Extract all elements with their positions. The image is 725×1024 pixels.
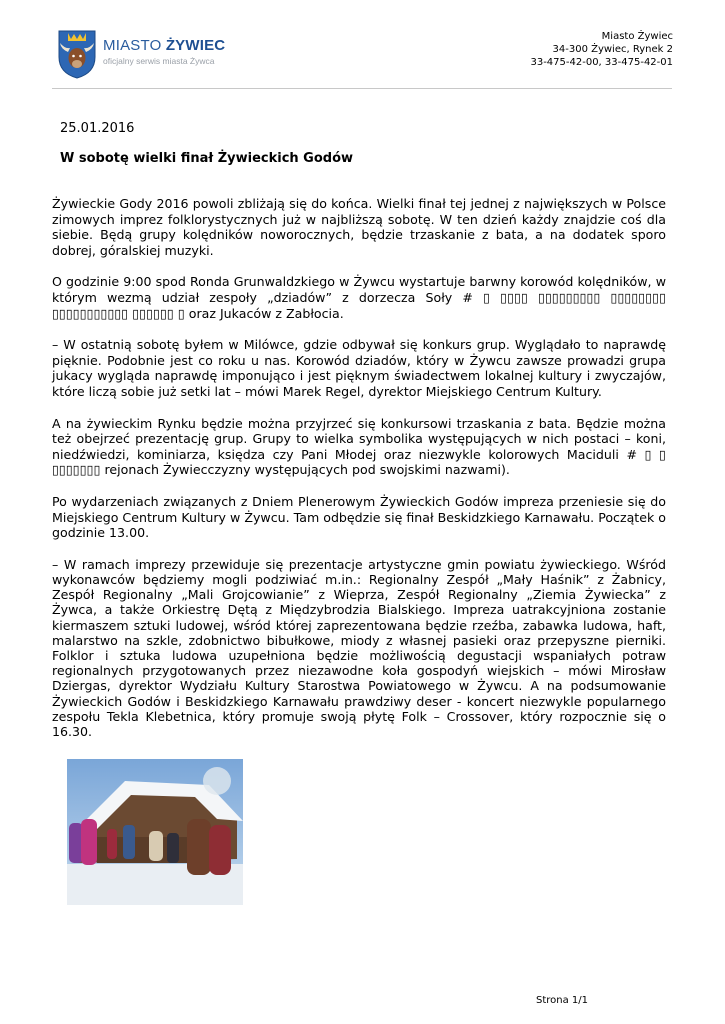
brand-tagline: oficjalny serwis miasta Żywca [103,56,215,66]
brand-name: MIASTO ŻYWIEC [103,37,226,54]
header-divider [52,88,672,89]
paragraph: – W ostatnią sobotę byłem w Milówce, gdzie odbywał się konkurs grup. Wyglądało to naprawdę pięknie. Podobnie jest co roku u nas. Korowód dziadów, który w Żywcu zawsze prowadzi grupa jukacy wygląda naprawdę imponująco i jest pięknym świadectwem lokalnej kultury i zwyczajów, które liczą sobie już setki lat – mówi Marek Regel, dyrektor Miejskiego Centrum Kultury. [52,337,666,399]
carnival-photo-image [67,759,243,905]
paragraph: O godzinie 9:00 spod Ronda Grunwaldzkiego w Żywcu wystartuje barwny korowód kolędników, w którym wezmą udział zespoły „dziadów” z dorzecza Soły # ▯ ▯▯▯▯ ▯▯▯▯▯▯▯▯▯ ▯▯▯▯▯▯▯▯ ▯▯▯▯▯▯▯▯▯▯▯ ▯▯▯▯▯▯ ▯ oraz Jukaców z Zabłocia. [52,274,666,321]
article-photo [67,759,243,905]
city-crest-icon [57,27,97,79]
article-date: 25.01.2016 [60,121,135,136]
address-line: Miasto Żywiec [601,31,673,42]
contact-address [530,30,673,69]
city-logo [57,27,227,79]
page-number: Strona 1/1 [536,995,589,1006]
paragraph: A na żywieckim Rynku będzie można przyjrzeć się konkursowi trzaskania z bata. Będzie można też obejrzeć prezentację grup. Grupy to wielka symbolika występujących w nich postaci – koni, niedźwiedzi, kominiarza, księdza czy Pani Młodej oraz niezwykle kolorowych Maciduli # ▯ ▯ ▯▯▯▯▯▯▯ rejonach Żywiecczyzny występujących pod swojskimi nazwami). [52,415,666,478]
paragraph: Żywieckie Gody 2016 powoli zbliżają się do końca. Wielki finał tej jednej z największych w Polsce zimowych imprez folklorystycznych już w najbliższą sobotę. W ten dzień każdy znajdzie coś dla siebie. Będą grupy kolędników noworocznych, będzie trzaskanie z bata, a na dodatek sporo dobrej, góralskiej muzyki. [52,196,666,258]
article-body [52,196,666,755]
address-line: 33-475-42-00, 33-475-42-01 [530,57,673,68]
paragraph: – W ramach imprezy przewiduje się prezentacje artystyczne gmin powiatu żywieckiego. Wśród wykonawców będziemy mogli podziwiać m.in.: Regionalny Zespół „Mały Haśnik” z Żabnicy, Zespół Regionalny „Mali Grojcowianie” z Wieprza, Zespół Regionalny „Ziemia Żywiecka” z Żywca, a także Orkiestrę Dętą z Międzybrodzia Bialskiego. Impreza uatrakcyjniona zostanie kiermaszem sztuki ludowej, wśród której zaprezentowana będzie rzeźba, zabawka ludowa, haft, malarstwo na szkle, zdobnictwo bibułkowe, miody z własnej pasieki oraz przepyszne pierniki. Folklor i sztuka ludowa uzupełniona będzie możliwością degustacji wspaniałych potraw regionalnych przygotowanych przez niezawodne koła gospodyń wiejskich – mówi Mirosław Dziergas, dyrektor Wydziału Kultury Starostwa Powiatowego w Żywcu. A na podsumowanie Żywieckich Godów i Beskidzkiego Karnawału prawdziwy deser - koncert niezwykle popularnego zespołu Tekla Klebetnica, który promuje swoją płytę Folk – Crossover, który rozpocznie się o 16.30. [52,556,666,739]
article-title: W sobotę wielki finał Żywieckich Godów [60,151,354,166]
address-line: 34-300 Żywiec, Rynek 2 [552,44,673,55]
paragraph: Po wydarzeniach związanych z Dniem Plenerowym Żywieckich Godów impreza przeniesie się do Miejskiego Centrum Kultury w Żywcu. Tam odbędzie się finał Beskidzkiego Karnawału. Początek o godzinie 13.00. [52,493,666,541]
